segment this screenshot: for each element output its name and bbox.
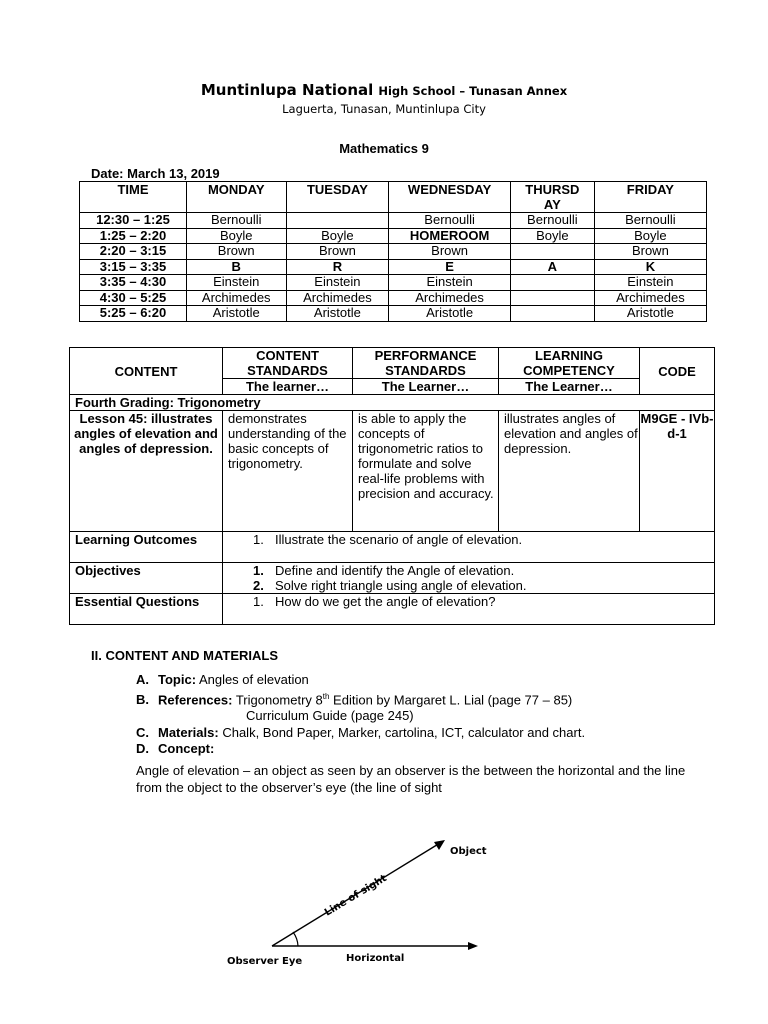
standards-table [69,347,715,625]
list-item: 2. Solve right triangle using angle of elevation. [253,578,527,593]
table-row [80,290,707,306]
essential-questions-row [70,594,715,625]
break-cell: K [594,259,706,275]
schedule-cell: Archimedes [594,290,706,306]
schedule-cell [510,275,594,291]
break-cell: B [186,259,286,275]
materials-list [136,672,585,758]
object-label: Object [450,846,487,857]
schedule-cell: Boyle [286,228,389,244]
list-item: 1. Illustrate the scenario of angle of elevation. [253,532,523,547]
schedule-cell: Bernoulli [510,213,594,229]
competency-text: illustrates angles of elevation and angles of depression. [499,411,640,532]
schedule-cell: Einstein [594,275,706,291]
time-cell: 3:15 – 3:35 [80,259,187,275]
schedule-cell: Einstein [186,275,286,291]
learner-label: The Learner… [499,379,640,395]
table-row [80,244,707,260]
learning-outcomes-row [70,532,715,563]
schedule-cell [510,244,594,260]
essential-questions-label: Essential Questions [70,594,223,625]
subject-title: Mathematics 9 [339,141,429,156]
time-cell: 3:35 – 4:30 [80,275,187,291]
horizontal-arrowhead [468,942,478,950]
schedule-header-friday: FRIDAY [594,182,706,213]
school-name: Muntinlupa National High School – Tunasan Annex [200,81,568,99]
learner-label: The Learner… [353,379,499,395]
schedule-cell: Boyle [510,228,594,244]
angle-of-elevation-diagram [220,830,520,970]
header-content-standards: CONTENT STANDARDS [223,348,353,379]
content-standard-text: demonstrates understanding of the basic concepts of trigonometry. [223,411,353,532]
grading-row [70,395,715,411]
objectives-row [70,563,715,594]
schedule-cell [510,306,594,322]
schedule-cell: HOMEROOM [389,228,511,244]
time-cell: 5:25 – 6:20 [80,306,187,322]
essential-questions-list [223,594,715,625]
lesson-row [70,411,715,532]
time-cell: 12:30 – 1:25 [80,213,187,229]
concept-paragraph: Angle of elevation – an object as seen by an observer is the between the horizontal and the line from the object to the observer’s eye (the line of sight [136,763,686,795]
list-item: C. Materials: Chalk, Bond Paper, Marker, cartolina, ICT, calculator and chart. [136,724,586,740]
schedule-cell: Brown [186,244,286,260]
section-heading: II. CONTENT AND MATERIALS [91,648,279,663]
time-cell: 2:20 – 3:15 [80,244,187,260]
list-item: 1. How do we get the angle of elevation? [253,594,496,609]
table-row [80,275,707,291]
grading-period: Fourth Grading: Trigonometry [70,395,715,411]
header-code: CODE [640,348,715,395]
objectives-label: Objectives [70,563,223,594]
schedule-cell: Bernoulli [186,213,286,229]
schedule-cell: Brown [389,244,511,260]
schedule-header-time: TIME [80,182,187,213]
class-schedule-table [79,181,707,322]
observer-eye-label: Observer Eye [227,956,303,967]
schedule-header-row [80,182,707,213]
break-cell: A [510,259,594,275]
schedule-cell: Aristotle [286,306,389,322]
schedule-cell [510,290,594,306]
angle-arc [293,932,298,946]
schedule-cell: Aristotle [389,306,511,322]
table-row [80,259,707,275]
schedule-cell: Archimedes [286,290,389,306]
table-row [80,306,707,322]
line-of-sight-label: Line of sight [322,872,389,919]
list-item: Curriculum Guide (page 245) [246,708,414,724]
objectives-list [223,563,715,594]
performance-standard-text: is able to apply the concepts of trigonometric ratios to formulate and solve real-life problems with precision and accuracy. [353,411,499,532]
competency-code: M9GE - IVb-d-1 [640,411,715,532]
schedule-cell: Aristotle [594,306,706,322]
list-item: D. Concept: [136,741,215,757]
schedule-header-tuesday: TUESDAY [286,182,389,213]
schedule-cell: Einstein [389,275,511,291]
schedule-cell: Boyle [594,228,706,244]
schedule-header-thursday: THURSD AY [510,182,594,213]
table-row [80,213,707,229]
table-row [80,228,707,244]
lesson-title: Lesson 45: illustrates angles of elevation and angles of depression. [70,411,223,532]
standards-header-row [70,348,715,379]
list-item: B. References: Trigonometry 8th Edition by Margaret L. Lial (page 77 – 85) [136,691,573,707]
header-performance-standards: PERFORMANCE STANDARDS [353,348,499,379]
header-learning-competency: LEARNING COMPETENCY [499,348,640,379]
break-cell: R [286,259,389,275]
list-item: A. Topic: Angles of elevation [136,672,309,687]
schedule-cell: Bernoulli [389,213,511,229]
schedule-header-wednesday: WEDNESDAY [389,182,511,213]
schedule-cell: Einstein [286,275,389,291]
time-cell: 1:25 – 2:20 [80,228,187,244]
schedule-cell: Brown [594,244,706,260]
learner-label: The learner… [223,379,353,395]
learning-outcomes-label: Learning Outcomes [70,532,223,563]
time-cell: 4:30 – 5:25 [80,290,187,306]
schedule-cell: Aristotle [186,306,286,322]
break-cell: E [389,259,511,275]
schedule-cell [286,213,389,229]
header-content: CONTENT [70,348,223,395]
list-item: 1. Define and identify the Angle of elevation. [253,563,515,578]
lesson-date: Date: March 13, 2019 [91,166,220,181]
learning-outcomes-list [223,532,715,563]
schedule-header-monday: MONDAY [186,182,286,213]
schedule-cell: Archimedes [389,290,511,306]
school-address: Laguerta, Tunasan, Muntinlupa City [282,102,486,116]
schedule-cell: Boyle [186,228,286,244]
schedule-cell: Brown [286,244,389,260]
schedule-cell: Archimedes [186,290,286,306]
horizontal-label: Horizontal [346,953,405,964]
schedule-cell: Bernoulli [594,213,706,229]
